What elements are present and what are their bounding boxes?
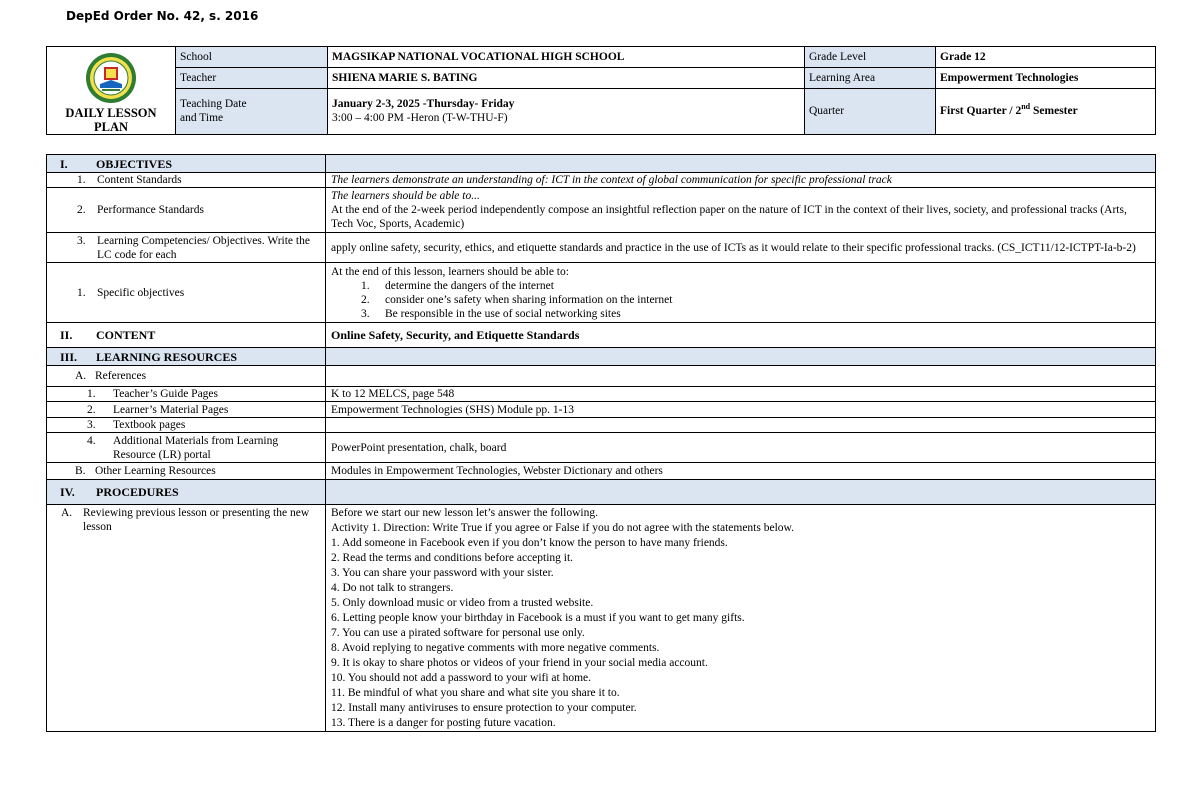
table-row [47, 418, 1156, 433]
specific-objectives-list [331, 279, 1150, 321]
references-value [326, 366, 1156, 387]
performance-standards-text-value: At the end of the 2-week period independently compose an insightful reflection paper on the nature of ICT in the context of their lives, society, and professional tracks (Arts, Tech Voc, Sports, Academic) [331, 204, 1127, 230]
daily-lesson-plan-label: DAILY LESSON PLAN [65, 106, 157, 134]
performance-standards-label [47, 188, 326, 233]
dll-logo-cell [47, 47, 176, 135]
table-row [47, 387, 1156, 402]
procedures-title: PROCEDURES [96, 485, 179, 499]
content-title: CONTENT [96, 328, 156, 342]
learning-area-value: Empowerment Technologies [936, 67, 1156, 88]
procedure-line: 8. Avoid replying to negative comments with more negative comments. [331, 642, 660, 654]
competencies-num: 3. [77, 234, 86, 247]
other-resources-label [47, 463, 326, 480]
procedure-line: 10. You should not add a password to your wifi at home. [331, 672, 592, 684]
procedures-section-row [47, 480, 1156, 505]
objectives-title: OBJECTIVES [96, 156, 173, 171]
content-row [47, 323, 1156, 348]
procedure-line: 9. It is okay to share photos or videos of your friend in your social media account. [331, 657, 708, 669]
competencies-value: apply online safety, security, ethics, and etiquette standards and practice in the use of ICTs as it would relate to their specific professional tracks. (CS_ICT11/12-ICTPT-Ia-b-2) [326, 233, 1156, 263]
review-lesson-row [47, 505, 1156, 732]
procedure-line: 7. You can use a pirated software for personal use only. [331, 627, 585, 639]
content-standards-label [47, 173, 326, 188]
row-num: 2. [87, 403, 96, 416]
other-resources-row [47, 463, 1156, 480]
quarter-value-suffix: Semester [1030, 105, 1078, 118]
textbook-pages-label [47, 418, 326, 433]
procedures-heading-value [326, 480, 1156, 505]
table-row [47, 433, 1156, 463]
lesson-plan-table [46, 154, 1156, 732]
teacher-label: Teacher [176, 67, 328, 88]
procedure-line: 11. Be mindful of what you share and what site you share it to. [331, 687, 620, 699]
specific-objectives-value [326, 263, 1156, 323]
row-label: Additional Materials from Learning Resource (LR) portal [113, 434, 279, 461]
school-seal-icon [82, 52, 140, 104]
review-lesson-text: Reviewing previous lesson or presenting the new lesson [83, 507, 310, 533]
procedure-line: Activity 1. Direction: Write True if you agree or False if you do not agree with the statements below. [331, 522, 794, 534]
procedure-line: 2. Read the terms and conditions before accepting it. [331, 552, 574, 564]
objectives-num: I. [60, 156, 68, 171]
teaching-date-label-line1: Teaching Date [180, 98, 247, 111]
procedure-line: Before we start our new lesson let’s answer the following. [331, 507, 598, 519]
row-num: 3. [87, 419, 96, 431]
specific-objectives-intro: At the end of this lesson, learners should be able to: [331, 265, 569, 278]
performance-standards-text: Performance Standards [97, 204, 204, 216]
quarter-value [936, 88, 1156, 134]
review-lesson-value [326, 505, 1156, 732]
additional-materials-value: PowerPoint presentation, chalk, board [326, 433, 1156, 463]
resources-section-row [47, 348, 1156, 366]
performance-standards-row [47, 188, 1156, 233]
list-item-text: consider one’s safety when sharing information on the internet [385, 293, 673, 306]
specific-objectives-text: Specific objectives [97, 286, 185, 299]
quarter-value-main: First Quarter / 2 [940, 105, 1022, 118]
teaching-date-label-line2: and Time [180, 112, 224, 125]
specific-objectives-row [47, 263, 1156, 323]
teacher-value: SHIENA MARIE S. BATING [328, 67, 805, 88]
procedures-num: IV. [60, 485, 75, 499]
other-resources-num: B. [75, 465, 86, 477]
performance-standards-intro: The learners should be able to... [331, 190, 480, 202]
competencies-row [47, 233, 1156, 263]
other-resources-value: Modules in Empowerment Technologies, Webster Dictionary and others [326, 463, 1156, 480]
list-item-text: Be responsible in the use of social networking sites [385, 307, 621, 320]
teaching-date-label [176, 88, 328, 134]
other-resources-text: Other Learning Resources [95, 465, 216, 477]
quarter-label: Quarter [805, 88, 936, 134]
procedure-line: 4. Do not talk to strangers. [331, 582, 454, 594]
resources-title: LEARNING RESOURCES [96, 349, 238, 364]
procedure-line: 5. Only download music or video from a trusted website. [331, 597, 594, 609]
school-value: MAGSIKAP NATIONAL VOCATIONAL HIGH SCHOOL [328, 47, 805, 68]
row-label: Learner’s Material Pages [113, 403, 229, 416]
content-num: II. [60, 328, 73, 342]
list-item-text: determine the dangers of the internet [385, 279, 554, 292]
procedure-line: 13. There is a danger for posting future vacation. [331, 717, 556, 729]
additional-materials-label [47, 433, 326, 463]
teaching-time-line: 3:00 – 4:00 PM -Heron (T-W-THU-F) [332, 112, 508, 125]
specific-objectives-num: 1. [77, 286, 86, 299]
list-item-num: 2. [361, 293, 370, 306]
teaching-date-value [328, 88, 805, 134]
resources-heading-value [326, 348, 1156, 366]
competencies-text: Learning Competencies/ Objectives. Write the LC code for each [97, 234, 310, 261]
deped-order-title: DepEd Order No. 42, s. 2016 [66, 9, 259, 23]
procedure-line: 6. Letting people know your birthday in Facebook is a must if you want to get many gifts. [331, 612, 745, 624]
content-standards-num: 1. [77, 174, 86, 186]
competencies-label [47, 233, 326, 263]
learning-area-label: Learning Area [805, 67, 936, 88]
list-item-num: 1. [361, 279, 370, 292]
performance-standards-num: 2. [77, 204, 86, 216]
objectives-heading-value [326, 155, 1156, 173]
procedure-line: 12. Install many antiviruses to ensure protection to your computer. [331, 702, 637, 714]
header-table [46, 46, 1156, 135]
list-item-num: 3. [361, 307, 370, 320]
grade-level-value: Grade 12 [936, 47, 1156, 68]
row-label: Textbook pages [113, 419, 186, 431]
learners-material-value: Empowerment Technologies (SHS) Module pp. 1-13 [326, 402, 1156, 418]
textbook-pages-value [326, 418, 1156, 433]
references-text: References [95, 370, 147, 382]
objectives-heading [47, 155, 326, 173]
performance-standards-value [326, 188, 1156, 233]
teachers-guide-label [47, 387, 326, 402]
specific-objectives-label [47, 263, 326, 323]
content-heading [47, 323, 326, 348]
row-num: 1. [87, 388, 96, 400]
content-standards-row [47, 173, 1156, 188]
references-row [47, 366, 1156, 387]
content-value: Online Safety, Security, and Etiquette Standards [326, 323, 1156, 348]
content-standards-value: The learners demonstrate an understanding of: ICT in the context of global communication for specific professional track [326, 173, 1156, 188]
references-num: A. [75, 370, 87, 382]
table-row [47, 402, 1156, 418]
procedures-heading [47, 480, 326, 505]
review-lesson-num: A. [61, 507, 73, 519]
list-item [361, 279, 1150, 293]
school-label: School [176, 47, 328, 68]
objectives-section-row [47, 155, 1156, 173]
teachers-guide-value: K to 12 MELCS, page 548 [326, 387, 1156, 402]
list-item [361, 307, 1150, 321]
quarter-value-sup: nd [1021, 102, 1031, 112]
resources-heading [47, 348, 326, 366]
review-lesson-label [47, 505, 326, 732]
procedure-line: 3. You can share your password with your sister. [331, 567, 554, 579]
resources-num: III. [60, 349, 78, 364]
teaching-date-line: January 2-3, 2025 -Thursday- Friday [332, 98, 515, 111]
row-label: Teacher’s Guide Pages [113, 388, 218, 400]
row-num: 4. [87, 434, 96, 447]
learners-material-label [47, 402, 326, 418]
content-standards-text: Content Standards [97, 174, 182, 186]
list-item [361, 293, 1150, 307]
procedure-line: 1. Add someone in Facebook even if you don’t know the person to have many friends. [331, 537, 728, 549]
grade-level-label: Grade Level [805, 47, 936, 68]
references-label [47, 366, 326, 387]
